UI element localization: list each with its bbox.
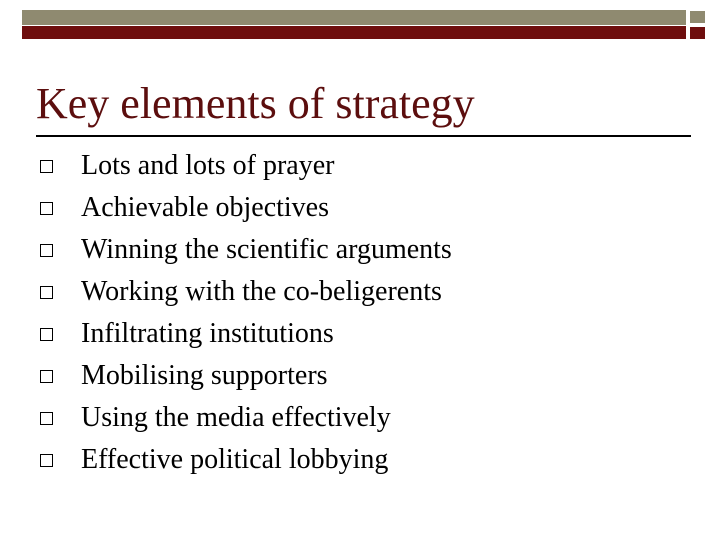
bullet-text: Achievable objectives [81, 192, 330, 223]
list-item [40, 145, 452, 187]
hollow-square-icon [40, 370, 53, 383]
bullet-text: Using the media effectively [81, 402, 391, 433]
bullet-text: Infiltrating institutions [81, 318, 334, 349]
hollow-square-icon [40, 244, 53, 257]
hollow-square-icon [40, 286, 53, 299]
bullet-text: Mobilising supporters [81, 360, 328, 391]
title-underline [36, 135, 691, 137]
corner-square-olive [690, 11, 705, 23]
bullet-list [40, 145, 452, 481]
hollow-square-icon [40, 160, 53, 173]
list-item [40, 313, 452, 355]
list-item [40, 397, 452, 439]
hollow-square-icon [40, 454, 53, 467]
hollow-square-icon [40, 412, 53, 425]
list-item [40, 229, 452, 271]
hollow-square-icon [40, 202, 53, 215]
header-bar-red [22, 26, 686, 39]
list-item [40, 187, 452, 229]
bullet-text: Lots and lots of prayer [81, 150, 335, 181]
list-item [40, 271, 452, 313]
header-bar-olive [22, 10, 686, 25]
list-item [40, 355, 452, 397]
list-item [40, 439, 452, 481]
bullet-text: Working with the co-beligerents [81, 276, 442, 307]
slide-title: Key elements of strategy [36, 79, 475, 128]
bullet-text: Effective political lobbying [81, 444, 389, 475]
hollow-square-icon [40, 328, 53, 341]
corner-square-red [690, 27, 705, 39]
bullet-text: Winning the scientific arguments [81, 234, 452, 265]
